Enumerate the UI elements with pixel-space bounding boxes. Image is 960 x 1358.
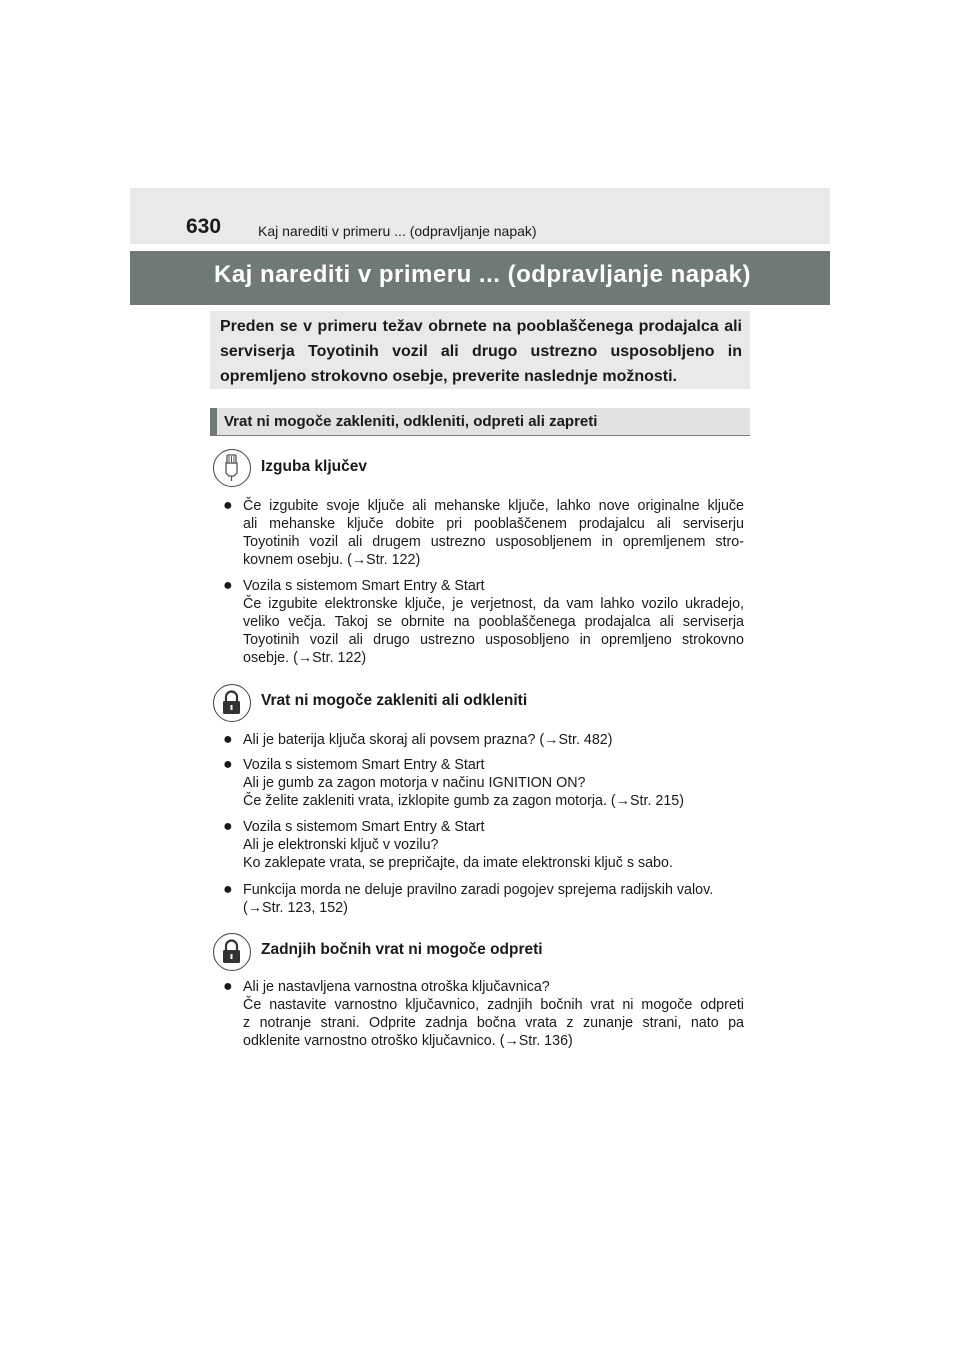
text-line: Če nastavite varnostno ključavnico, zadnjih bočnih vrat ni mogoče odpreti <box>243 997 744 1013</box>
text-line: Funkcija morda ne deluje pravilno zaradi pogojev sprejema radijskih valov. <box>243 882 714 898</box>
list-item <box>243 756 744 810</box>
text-line: veliko večja. Takoj se obrnite na pooblaščenega prodajalca ali serviserja <box>243 614 744 630</box>
text-line: Toyotinih vozil ali drugo ustrezno usposobljeno in opremljeno strokovno <box>243 632 744 648</box>
bullet-marker: ● <box>223 881 233 898</box>
text-line: (→Str. 123, 152) <box>243 900 348 916</box>
page-title: Kaj narediti v primeru ... (odpravljanje napak) <box>214 261 751 288</box>
text-line: Če želite zakleniti vrata, izklopite gumb za zagon motorja. (→Str. 215) <box>243 793 685 809</box>
text-line: ali mehanske ključe dobite pri pooblaščenem prodajalcu ali serviserju <box>243 516 744 532</box>
list-item <box>243 818 744 872</box>
text-line: Vozila s sistemom Smart Entry & Start <box>243 819 485 835</box>
topic-heading: Izguba ključev <box>261 458 367 475</box>
padlock-icon <box>213 684 251 722</box>
topic-heading: Vrat ni mogoče zakleniti ali odkleniti <box>261 692 528 709</box>
padlock-icon <box>213 933 251 971</box>
list-item <box>243 577 744 667</box>
text-line: z notranje strani. Odprite zadnja bočna vrata z zunanje strani, nato pa <box>243 1015 744 1031</box>
text-line: odklenite varnostno otroško ključavnico. (→Str. 136) <box>243 1033 573 1049</box>
intro-text: Preden se v primeru težav obrnete na pooblaščenega prodajalca ali serviserja Toyotinih vozil ali drugo ustrezno usposobljeno in opremljeno strokovno osebje, preverite naslednje možnosti. <box>220 318 742 385</box>
text-line: Ali je gumb za zagon motorja v načinu IGNITION ON? <box>243 775 586 791</box>
key-icon <box>213 449 251 487</box>
text-line: Ali je baterija ključa skoraj ali povsem prazna? (→Str. 482) <box>243 732 613 748</box>
text-line: Ali je elektronski ključ v vozilu? <box>243 837 439 853</box>
bullet-marker: ● <box>223 978 233 995</box>
text-line: Vozila s sistemom Smart Entry & Start <box>243 578 485 594</box>
bullet-marker: ● <box>223 731 233 748</box>
text-line: kovnem osebju. (→Str. 122) <box>243 552 421 568</box>
text-line: Ali je nastavljena varnostna otroška ključavnica? <box>243 979 550 995</box>
bullet-marker: ● <box>223 818 233 835</box>
text-line: Če izgubite svoje ključe ali mehanske ključe, lahko nove originalne ključe <box>243 498 744 514</box>
text-line: osebje. (→Str. 122) <box>243 650 367 666</box>
text-line: Toyotinih vozil ali drugem ustrezno usposobljenem in opremljenem stro- <box>243 534 744 550</box>
bullet-marker: ● <box>223 756 233 773</box>
page-number: 630 <box>186 215 222 238</box>
text-line: Vozila s sistemom Smart Entry & Start <box>243 757 485 773</box>
bullet-marker: ● <box>223 577 233 594</box>
list-item <box>243 881 744 917</box>
list-item <box>243 978 744 1050</box>
text-line: Če izgubite elektronske ključe, je verjetnost, da vam lahko vozilo ukradejo, <box>243 596 744 612</box>
section-title: Vrat ni mogoče zakleniti, odkleniti, odpreti ali zapreti <box>224 413 598 430</box>
text-line: Ko zaklepate vrata, se prepričajte, da imate elektronski ključ s sabo. <box>243 855 673 871</box>
running-head: Kaj narediti v primeru ... (odpravljanje napak) <box>258 223 537 239</box>
list-item <box>243 497 744 569</box>
bullet-marker: ● <box>223 497 233 514</box>
topic-heading: Zadnjih bočnih vrat ni mogoče odpreti <box>261 941 543 958</box>
list-item <box>243 731 744 749</box>
